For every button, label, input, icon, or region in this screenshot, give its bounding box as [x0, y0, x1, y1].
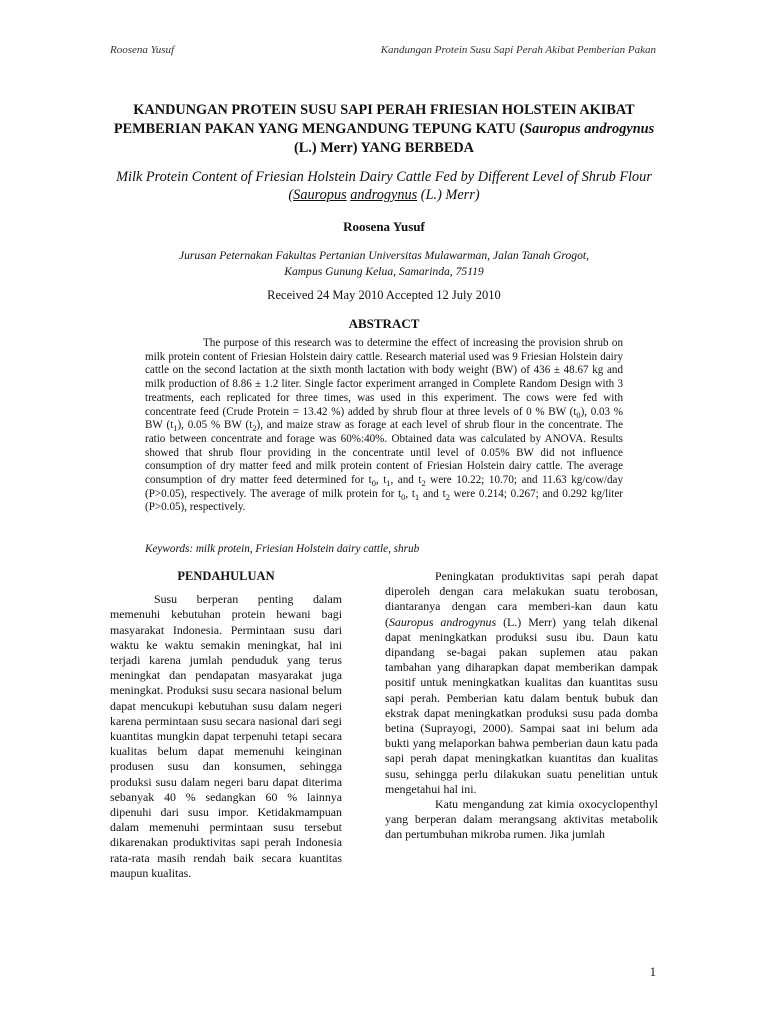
abstract-seg: ), 0.03 % BW (t	[145, 405, 624, 432]
abstract-seg: The purpose of this research was to determine the effect of increasing the provision shrub on milk protein content of Friesian Holstein dairy cattle. Research material used was 9 Friesian Holstein dairy cattle on the second lactation at the sixth month lactation with body weight (BW) of 436 ± 48.67 kg and milk production of 8.86 ± 1.2 liter. Single factor experiment arranged in Complete Random Design with 3 treatments, each replicated for three times, was used in this experiment. The cows were fed with concentrate feed (Crude Protein = 13.42 %) added by shrub flour at three levels of 0 % BW (t	[145, 337, 623, 418]
page-number: 1	[649, 965, 656, 979]
abstract-seg: and t	[419, 487, 446, 500]
subscript: 0	[576, 410, 581, 420]
running-header-title: Kandungan Protein Susu Sapi Perah Akibat Pemberian Pakan	[380, 44, 656, 56]
subscript: 2	[445, 492, 450, 502]
right-column	[385, 569, 658, 843]
subscript: 2	[252, 424, 257, 434]
paragraph-seg: Peningkatan produktivitas sapi perah dapat diperoleh dengan cara melakukan suatu terobosan, diantaranya dengan cara memberi-kan daun katu (	[385, 569, 658, 629]
subscript: 1	[386, 479, 391, 489]
paragraph-seg: (L.) Merr) yang telah dikenal dapat meningkatkan produksi susu ibu. Daun katu dipandang se-bagai pakan suplemen atau pakan tambahan yang diharapkan dapat memberikan dampak positif untuk meningkatkan kualitas dan kuantitas susu sapi perah. Pemberian katu dalam bentuk bubuk dan ekstrak dapat meningkatkan produksi susu pada domba betina (Suprayogi, 2000). Sampai saat ini belum ada bukti yang melaporkan bahwa pemberian daun katu pada sapi perah dapat meningkatkan kuantitas dan kualitas susu, sehingga perlu dilakukan suatu penelitian untuk mengetahui hal ini.	[385, 614, 659, 796]
author-name: Roosena Yusuf	[343, 219, 425, 234]
title-species: Sauropus androgynus	[524, 121, 655, 137]
subtitle-part2: (L.) Merr)	[417, 187, 480, 203]
abstract-seg: , t	[405, 487, 415, 500]
abstract-heading: ABSTRACT	[348, 316, 420, 331]
running-header-author: Roosena Yusuf	[110, 44, 175, 56]
abstract-seg: ), and maize straw as forage at each level of shrub flour in the concentrate. The ratio between concentrate and forage was 60%:40%. Obtained data was calculated by ANOVA. Results showed that shrub flour providing in the concentrate until level of 0.05% BW did not influence consumption of dry matter feed and milk protein content of Friesian Holstein dairy cattle. The average consumption of dry matter feed determined for t	[145, 419, 623, 487]
keywords: Keywords: milk protein, Friesian Holstein dairy cattle, shrub	[145, 543, 420, 555]
section-heading-pendahuluan: PENDAHULUAN	[177, 569, 275, 583]
affiliation	[110, 248, 658, 280]
abstract-text	[145, 337, 623, 515]
subscript: 0	[371, 479, 376, 489]
affiliation-line-1: Jurusan Peternakan Fakultas Pertanian Universitas Mulawarman, Jalan Tanah Grogot,	[178, 249, 590, 262]
subscript: 1	[173, 424, 178, 434]
paragraph: Susu berperan penting dalam memenuhi kebutuhan protein hewani bagi masyarakat Indonesia. Permintaan susu dari waktu ke waktu semakin meningkat, hal ini terjadi karena jumlah penduduk yang terus meningkat dan pendapatan masyarakat juga meningkat. Produksi susu secara nasional belum dapat mencukupi kebutuhan susu dalam negeri karena permintaan susu secara nasional dari segi kuantitas mungkin dapat terpenuhi tetapi secara kualitas belum dapat memenuhi keinginan produsen susu dan konsumen, sehingga produksi susu dalam negeri baru dapat diterima sebanyak 40 % sedangkan 60 % lainnya dipenuhi dari susu impor. Ketidakmampuan dalam memenuhi permintaan susu tersebut dikarenakan produktivitas sapi perah Indonesia rata-rata masih rendah baik secara kuantitas maupun kualitas.	[110, 592, 342, 880]
english-title	[110, 168, 658, 204]
subtitle-genus: Sauropus	[293, 187, 347, 203]
abstract-seg: were 0.214; 0.267; and 0.292 kg/liter (P>0.05), respectively.	[145, 487, 623, 514]
abstract-seg: , t	[375, 474, 387, 487]
received-dates: Received 24 May 2010 Accepted 12 July 2010	[267, 288, 501, 302]
subtitle-part1: Milk Protein Content of Friesian Holstein Dairy Cattle Fed by Different Level of Shrub Flour (	[116, 169, 652, 203]
abstract-seg: ), 0.05 % BW (t	[177, 419, 253, 432]
subtitle-species: androgynus	[350, 187, 418, 203]
subscript: 0	[401, 492, 406, 502]
abstract-seg: were 10.22; 10.70; and 11.63 kg/cow/day (P>0.05), respectively. The average of milk protein for t	[145, 474, 623, 500]
paragraph	[385, 569, 658, 797]
title-part2: (L.) Merr) YANG BERBEDA	[293, 140, 475, 156]
paragraph: Katu mengandung zat kimia oxocyclopenthyl yang berperan dalam merangsang aktivitas metabolik dan pertumbuhan mikroba rumen. Jika jumlah	[385, 797, 658, 842]
subscript: 1	[414, 492, 420, 502]
affiliation-line-2: Kampus Gunung Kelua, Samarinda, 75119	[284, 265, 484, 278]
left-column	[110, 569, 342, 881]
subscript: 2	[421, 479, 426, 489]
species-name: Sauropus androgynus	[388, 614, 497, 629]
abstract-seg: , and t	[390, 474, 422, 487]
paper-title	[110, 101, 658, 158]
title-part1: KANDUNGAN PROTEIN SUSU SAPI PERAH FRIESIAN HOLSTEIN AKIBAT PEMBERIAN PAKAN YANG MENGANDUNG TEPUNG KATU (	[113, 102, 635, 137]
